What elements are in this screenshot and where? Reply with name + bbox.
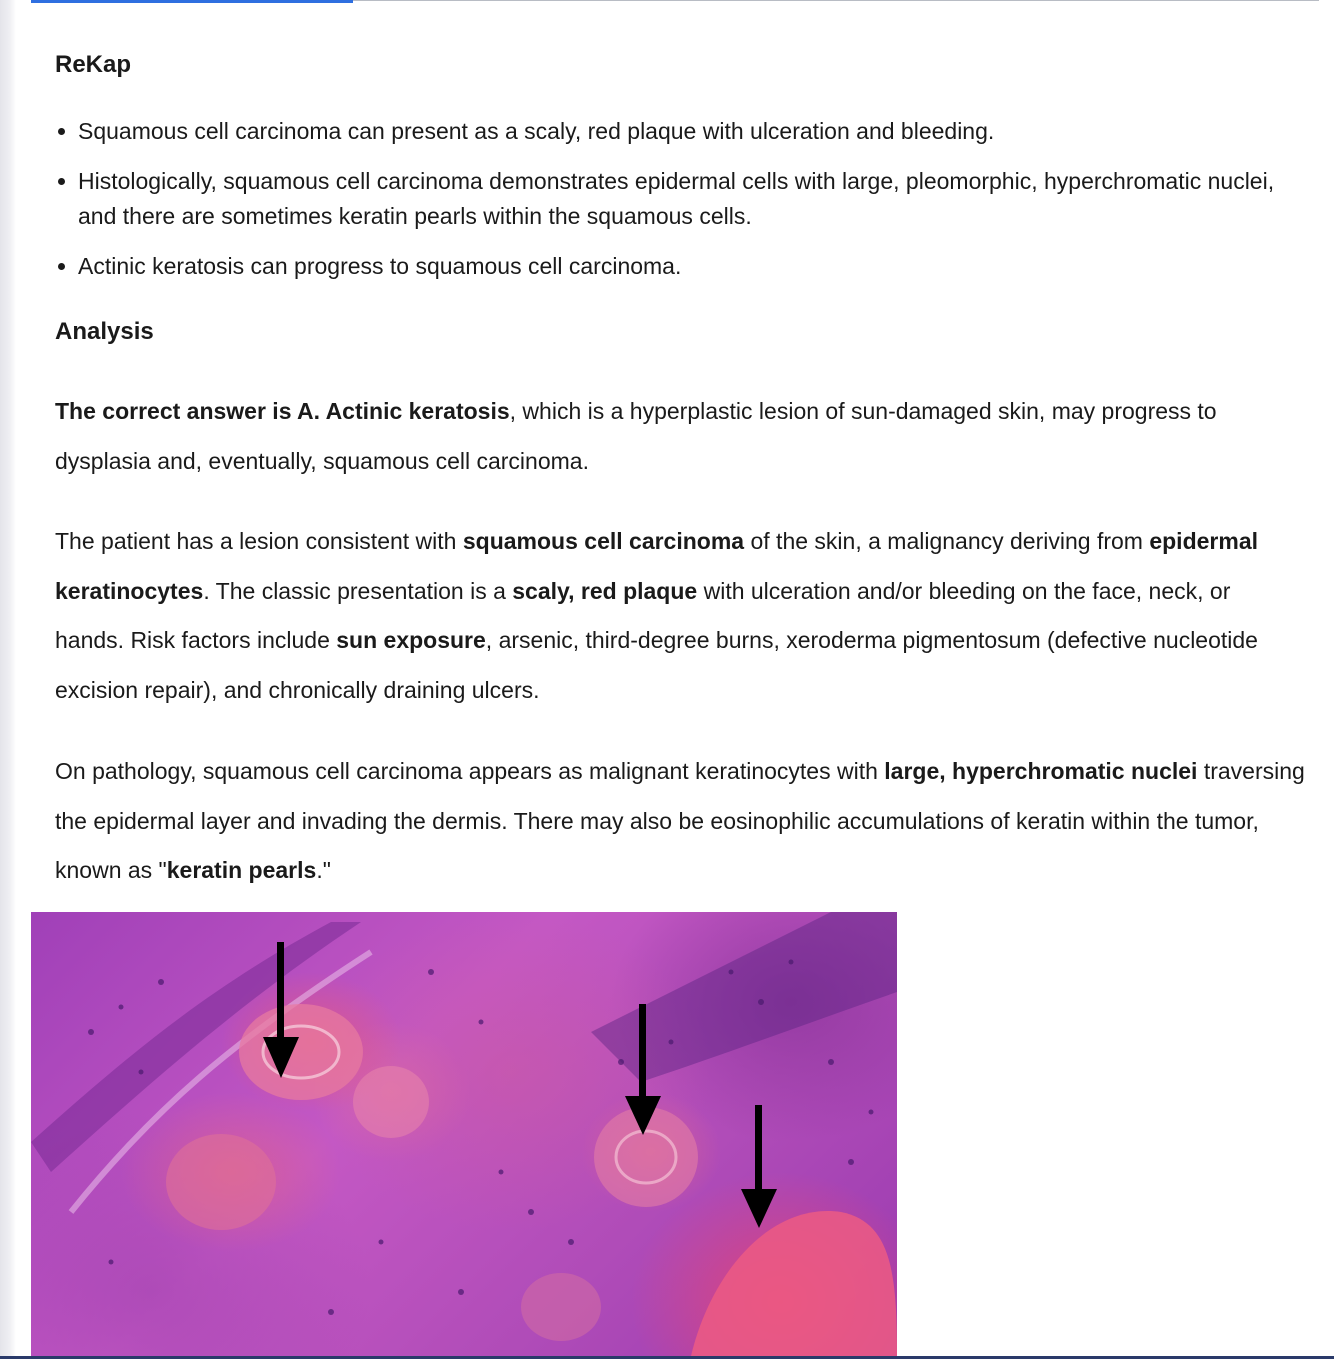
rekap-heading: ReKap <box>55 51 132 78</box>
histology-image <box>31 912 897 1356</box>
arrow-down-icon <box>741 1189 777 1228</box>
rekap-list <box>55 114 1305 299</box>
correct-answer-paragraph: The correct answer is A. Actinic keratosis, which is a hyperplastic lesion of sun-damaged skin, may progress to dysplasia and, eventually, squamous cell carcinoma. <box>55 398 1217 474</box>
rekap-bullet: Actinic keratosis can progress to squamous cell carcinoma. <box>55 249 1305 284</box>
keratin-pearl <box>239 1004 363 1100</box>
correct-answer: The correct answer is A. Actinic keratosis <box>55 398 510 424</box>
arrow-shaft <box>755 1105 762 1193</box>
key-term: large, hyperchromatic nuclei <box>884 758 1198 784</box>
histology-illustration <box>31 912 897 1356</box>
active-tab-indicator[interactable] <box>31 0 353 3</box>
arrow-shaft <box>639 1004 646 1100</box>
rekap-bullet: Squamous cell carcinoma can present as a scaly, red plaque with ulceration and bleeding. <box>55 114 1305 149</box>
pathology-paragraph: On pathology, squamous cell carcinoma appears as malignant keratinocytes with large, hyperchromatic nuclei traversing the epidermal layer and invading the dermis. There may also be eosinophilic accumulations of keratin within the tumor, known as "keratin pearls." <box>55 758 1305 884</box>
key-term: keratin pearls <box>166 857 317 884</box>
keratin-pearl <box>353 1066 429 1138</box>
arrow-shaft <box>277 942 284 1042</box>
analysis-heading: Analysis <box>55 318 154 345</box>
key-term: scaly, red plaque <box>512 577 698 604</box>
rekap-bullet: Histologically, squamous cell carcinoma demonstrates epidermal cells with large, pleomorphic, hyperchromatic nuclei, and there are sometimes keratin pearls within the squamous cells. <box>55 164 1305 234</box>
keratin-pearl <box>166 1134 276 1230</box>
presentation-paragraph: The patient has a lesion consistent with squamous cell carcinoma of the skin, a malignancy deriving from epidermal keratinocytes. The classic presentation is a scaly, red plaque with ulceration and/or bleeding on the face, neck, or hands. Risk factors include sun exposure, arsenic, third-degree burns, xeroderma pigmentosum (defective nucleotide excision repair), and chronically draining ulcers. <box>55 528 1258 704</box>
key-term: squamous cell carcinoma <box>462 528 745 554</box>
left-panel-edge <box>0 0 16 1359</box>
key-term: sun exposure <box>336 627 486 654</box>
keratin-pearl <box>691 1211 897 1356</box>
lymphocyte-band <box>591 912 897 1082</box>
key-term: epidermal keratinocytes <box>55 528 1258 604</box>
keratin-pearl <box>521 1273 601 1341</box>
